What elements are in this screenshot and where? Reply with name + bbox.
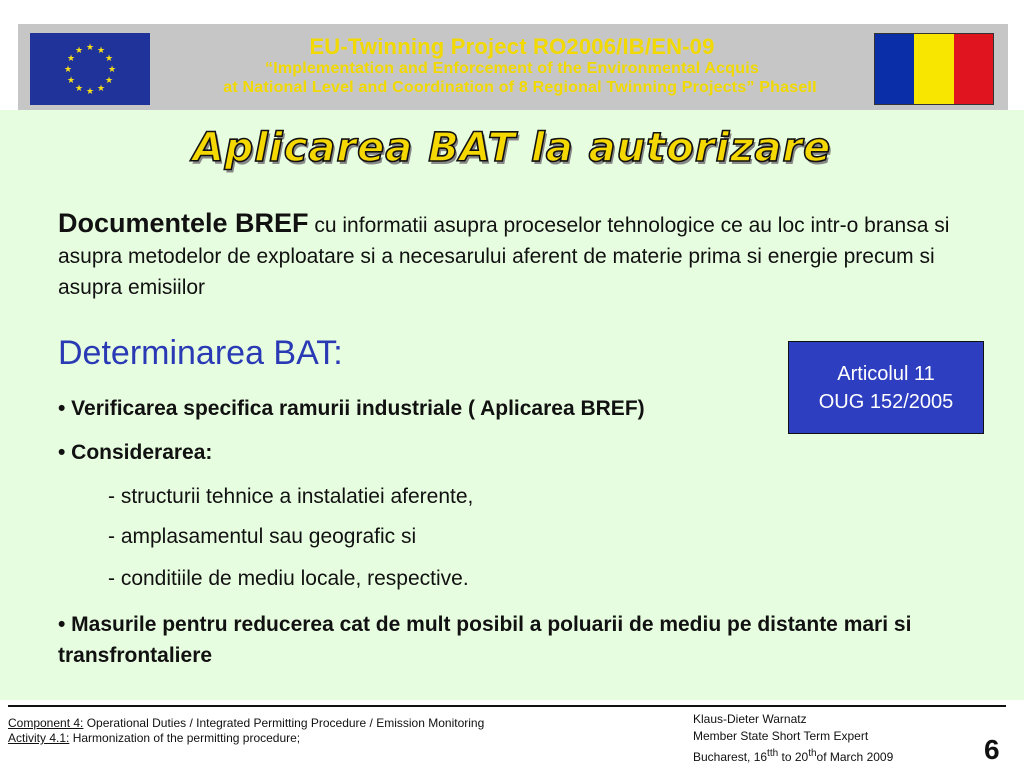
- determination-heading: Determinarea BAT:: [58, 334, 343, 372]
- footer-divider: [8, 705, 1006, 707]
- intro-bold-term: Documentele BREF: [58, 208, 309, 238]
- eu-flag-icon: [30, 33, 150, 105]
- svg-text:★: ★: [63, 65, 73, 75]
- svg-text:★: ★: [96, 46, 106, 56]
- sub-item-environment: - conditiile de mediu locale, respective.: [108, 567, 469, 590]
- footer-author: Klaus-Dieter Warnatz: [693, 712, 807, 726]
- bullet-consideration: • Considerarea:: [58, 441, 213, 464]
- footer-location-date: [693, 746, 893, 765]
- location-to: to 20: [778, 750, 809, 764]
- ordinance-number: OUG 152/2005: [818, 391, 954, 413]
- activity-label: Activity 4.1:: [8, 731, 70, 745]
- location-prefix: Bucharest, 16: [693, 750, 768, 764]
- romania-flag-yellow-band: [914, 34, 953, 104]
- article-number: Articolul 11: [837, 363, 935, 385]
- sub-item-technical-structure: - structurii tehnice a instalatiei aferente,: [108, 485, 474, 508]
- footer-role: Member State Short Term Expert: [693, 729, 869, 743]
- intro-paragraph: [58, 208, 998, 303]
- activity-text: Harmonization of the permitting procedure;: [69, 731, 301, 745]
- date-superscript-2: th: [808, 748, 817, 759]
- svg-text:★: ★: [107, 65, 117, 75]
- component-text: Operational Duties / Integrated Permitting Procedure / Emission Monitoring: [83, 716, 485, 730]
- svg-text:★: ★: [85, 87, 95, 97]
- svg-text:★: ★: [104, 76, 114, 86]
- romania-flag-icon: [874, 33, 994, 105]
- bullet-measures: • Masurile pentru reducerea cat de mult posibil a poluarii de mediu pe distante mari si transfrontaliere: [58, 613, 912, 667]
- slide-title: Aplicarea BAT la autorizare: [192, 125, 832, 171]
- intro-text: cu informatii asupra proceselor tehnologice ce au loc intr-o bransa si asupra metodelor de exploatare si a necesarului aferent de materie prima si energie precum si asupra emisiilor: [58, 214, 950, 299]
- svg-text:★: ★: [74, 84, 84, 94]
- project-subtitle-line1: “Implementation and Enforcement of the Environmental Acquis: [265, 60, 759, 77]
- svg-text:★: ★: [85, 43, 95, 53]
- article-reference-box: [788, 341, 984, 434]
- project-subtitle-line2: at National Level and Coordination of 8 Regional Twinning Projects” PhaseII: [223, 79, 817, 96]
- svg-text:★: ★: [66, 76, 76, 86]
- svg-text:★: ★: [74, 46, 84, 56]
- bullet-verification: • Verificarea specifica ramurii industriale ( Aplicarea BREF): [58, 397, 645, 420]
- svg-text:★: ★: [104, 54, 114, 64]
- date-superscript-1: tth: [767, 748, 779, 759]
- page-number: 6: [984, 734, 1000, 765]
- eu-stars-icon: [30, 33, 150, 105]
- component-label: Component 4:: [8, 716, 84, 730]
- location-suffix: of March 2009: [816, 750, 894, 764]
- footer-component: [8, 716, 484, 730]
- svg-text:★: ★: [66, 54, 76, 64]
- romania-flag-red-band: [954, 34, 993, 104]
- footer-activity: [8, 731, 300, 745]
- svg-text:★: ★: [96, 84, 106, 94]
- sub-item-location: - amplasamentul sau geografic si: [108, 525, 417, 548]
- project-title: EU-Twinning Project RO2006/IB/EN-09: [309, 34, 715, 59]
